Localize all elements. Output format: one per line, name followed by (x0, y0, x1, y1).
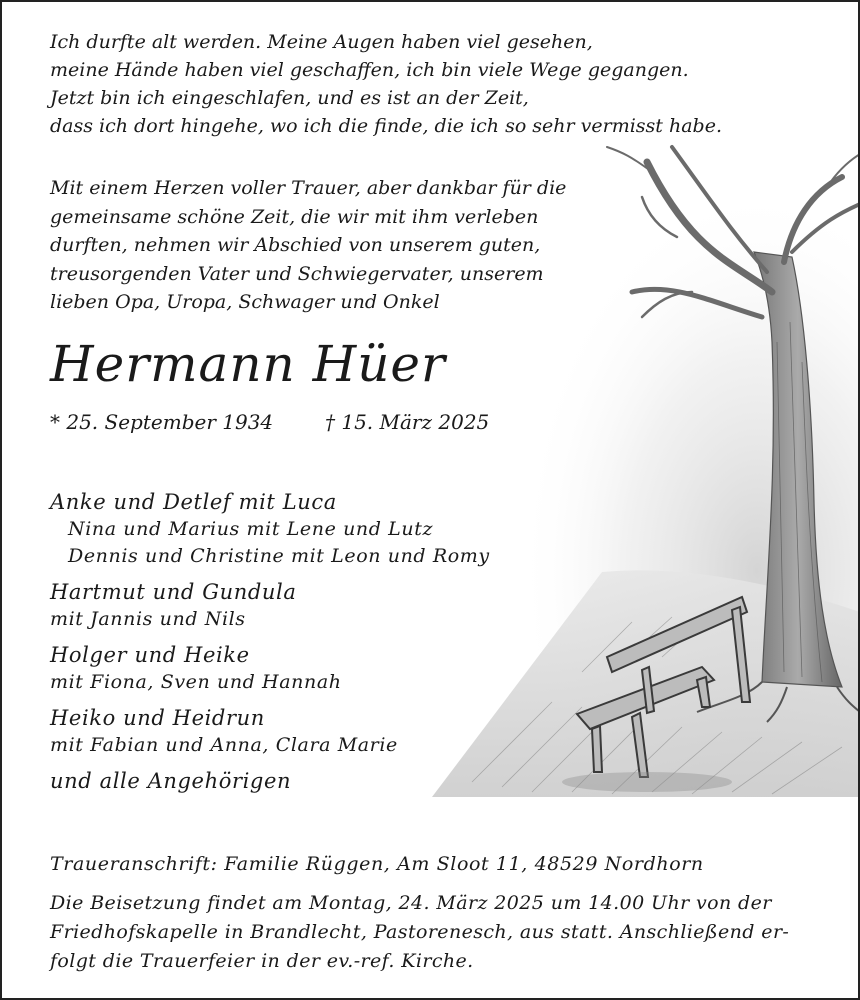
intro-line: treusorgenden Vater und Schwiegervater, unserem (50, 262, 544, 285)
family-closing: und alle Angehörigen (50, 769, 292, 793)
family-group-head: Heiko und Heidrun (50, 706, 265, 730)
family-group-member: mit Jannis und Nils (50, 608, 246, 630)
burial-notice (50, 889, 789, 976)
death-date: † 15. März 2025 (325, 410, 490, 434)
burial-line: Die Beisetzung findet am Montag, 24. März 2025 um 14.00 Uhr von der (50, 892, 772, 914)
poem (50, 28, 722, 140)
family-list (50, 489, 490, 795)
bench-leg (592, 726, 602, 772)
poem-line: dass ich dort hingehe, wo ich die finde, die ich so sehr vermisst habe. (50, 115, 722, 137)
family-group-head: Hartmut und Gundula (50, 580, 297, 604)
family-group (50, 642, 490, 696)
birth-date: * 25. September 1934 (50, 410, 274, 434)
bench-shadow (562, 772, 732, 792)
intro-line: durften, nehmen wir Abschied von unserem guten, (50, 234, 541, 256)
family-group-member: Dennis und Christine mit Leon und Romy (68, 545, 490, 567)
deceased-name: Hermann Hüer (50, 335, 446, 393)
family-group-head: Holger und Heike (50, 643, 250, 667)
burial-line: Friedhofskapelle in Brandlecht, Pastorenesch, aus statt. Anschließend er- (50, 921, 790, 943)
intro-line: gemeinsame schöne Zeit, die wir mit ihm verleben (50, 205, 539, 228)
intro-line: lieben Opa, Uropa, Schwager und Onkel (50, 291, 440, 313)
burial-line: folgt die Trauerfeier in der ev.-ref. Kirche. (50, 950, 474, 972)
footer-info (50, 850, 789, 976)
family-group (50, 489, 490, 570)
life-dates (50, 410, 490, 434)
poem-line: Ich durfte alt werden. Meine Augen haben viel gesehen, (50, 31, 593, 53)
family-group-head: Anke und Detlef mit Luca (50, 490, 337, 514)
family-group-member: Nina und Marius mit Lene und Lutz (68, 518, 434, 540)
family-group-member: mit Fiona, Sven und Hannah (50, 671, 342, 693)
mourning-address: Traueranschrift: Familie Rüggen, Am Sloot 11, 48529 Nordhorn (50, 853, 704, 875)
family-group-member: mit Fabian und Anna, Clara Marie (50, 734, 398, 756)
poem-line: meine Hände haben viel geschaffen, ich bin viele Wege gegangen. (50, 59, 689, 81)
poem-line: Jetzt bin ich eingeschlafen, und es ist an der Zeit, (50, 87, 529, 109)
family-group (50, 705, 490, 759)
family-group (50, 579, 490, 633)
intro-text (50, 174, 566, 317)
intro-line: Mit einem Herzen voller Trauer, aber dankbar für die (50, 177, 567, 199)
